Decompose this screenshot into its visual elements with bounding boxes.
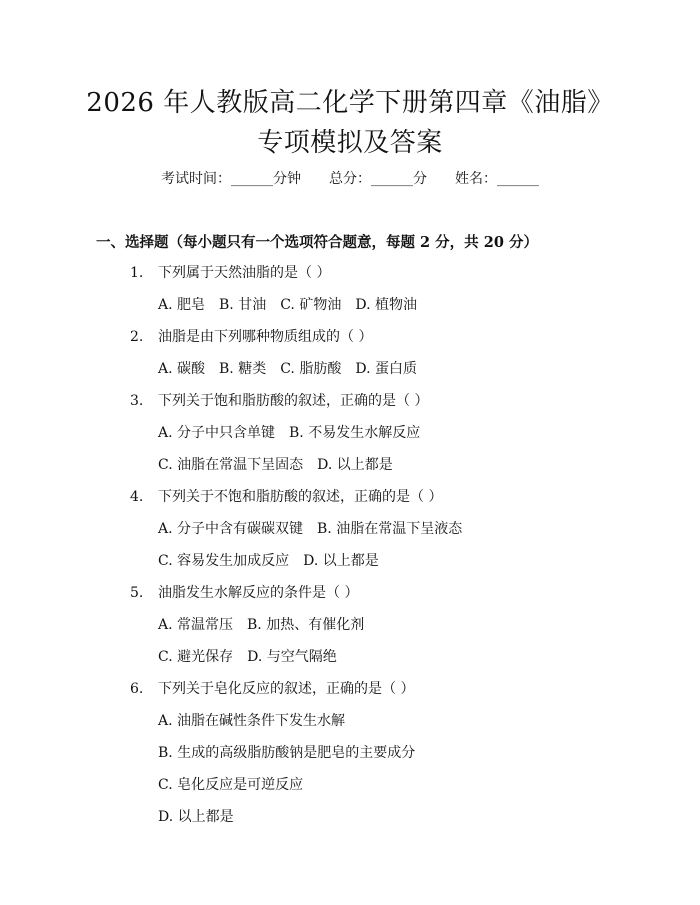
question-1: [130, 262, 330, 282]
option-d: D. 植物油: [355, 297, 417, 313]
question-4: [130, 486, 442, 506]
question-number: 5.: [130, 585, 144, 601]
question-3-options-row-2: [158, 454, 407, 474]
question-number: 6.: [130, 681, 144, 697]
question-stem: 下列关于饱和脂肪酸的叙述，正确的是（ ）: [158, 393, 429, 409]
option-d: D. 以上都是: [317, 457, 393, 473]
option-c: C. 容易发生加成反应: [158, 553, 290, 569]
question-stem: 下列属于天然油脂的是（ ）: [158, 265, 331, 281]
question-6: [130, 678, 414, 698]
question-6-option-a: A. 油脂在碱性条件下发生水解: [158, 713, 346, 729]
option-c: C. 避光保存: [158, 649, 234, 665]
question-number: 4.: [130, 489, 144, 505]
question-6-option-c: C. 皂化反应是可逆反应: [158, 777, 304, 793]
option-d: D. 蛋白质: [355, 361, 417, 377]
question-4-options-row-2: [158, 550, 393, 570]
question-2-options: [158, 358, 431, 378]
question-number: 3.: [130, 393, 144, 409]
question-stem: 油脂发生水解反应的条件是（ ）: [158, 585, 359, 601]
student-name-field: 姓名：______: [455, 171, 539, 187]
question-1-options: [158, 294, 431, 314]
question-stem: 下列关于皂化反应的叙述，正确的是（ ）: [158, 681, 415, 697]
option-b: B. 糖类: [219, 361, 267, 377]
option-a: A. 分子中含有碳碳双键: [158, 521, 304, 537]
question-3: [130, 390, 428, 410]
document-title-line-1: 2026 年人教版高二化学下册第四章《油脂》: [86, 88, 614, 118]
option-d: D. 以上都是: [303, 553, 379, 569]
option-a: A. 肥皂: [158, 297, 206, 313]
question-4-options-row-1: [158, 518, 476, 538]
question-stem: 下列关于不饱和脂肪酸的叙述，正确的是（ ）: [158, 489, 443, 505]
document-title-line-2: 专项模拟及答案: [257, 128, 443, 158]
option-b: B. 油脂在常温下呈液态: [317, 521, 463, 537]
question-5: [130, 582, 358, 602]
exam-meta-row: [0, 168, 700, 188]
option-b: B. 不易发生水解反应: [289, 425, 421, 441]
section-heading: 一、选择题（每小题只有一个选项符合题意，每题 2 分，共 20 分）: [96, 234, 538, 251]
question-6-option-d: D. 以上都是: [158, 809, 234, 825]
exam-time-field: 考试时间：______分钟: [161, 171, 301, 187]
option-a: A. 分子中只含单键: [158, 425, 276, 441]
question-number: 1.: [130, 265, 144, 281]
question-number: 2.: [130, 329, 144, 345]
option-b: B. 加热、有催化剂: [247, 617, 365, 633]
option-d: D. 与空气隔绝: [247, 649, 337, 665]
question-stem: 油脂是由下列哪种物质组成的（ ）: [158, 329, 373, 345]
question-2: [130, 326, 372, 346]
question-3-options-row-1: [158, 422, 434, 442]
option-c: C. 脂肪酸: [280, 361, 342, 377]
question-5-options-row-2: [158, 646, 351, 666]
question-5-options-row-1: [158, 614, 378, 634]
option-b: B. 甘油: [219, 297, 267, 313]
option-c: C. 油脂在常温下呈固态: [158, 457, 304, 473]
option-c: C. 矿物油: [280, 297, 342, 313]
total-score-field: 总分：______分: [329, 171, 427, 187]
option-a: A. 碳酸: [158, 361, 206, 377]
question-6-option-b: B. 生成的高级脂肪酸钠是肥皂的主要成分: [158, 745, 416, 761]
option-a: A. 常温常压: [158, 617, 234, 633]
